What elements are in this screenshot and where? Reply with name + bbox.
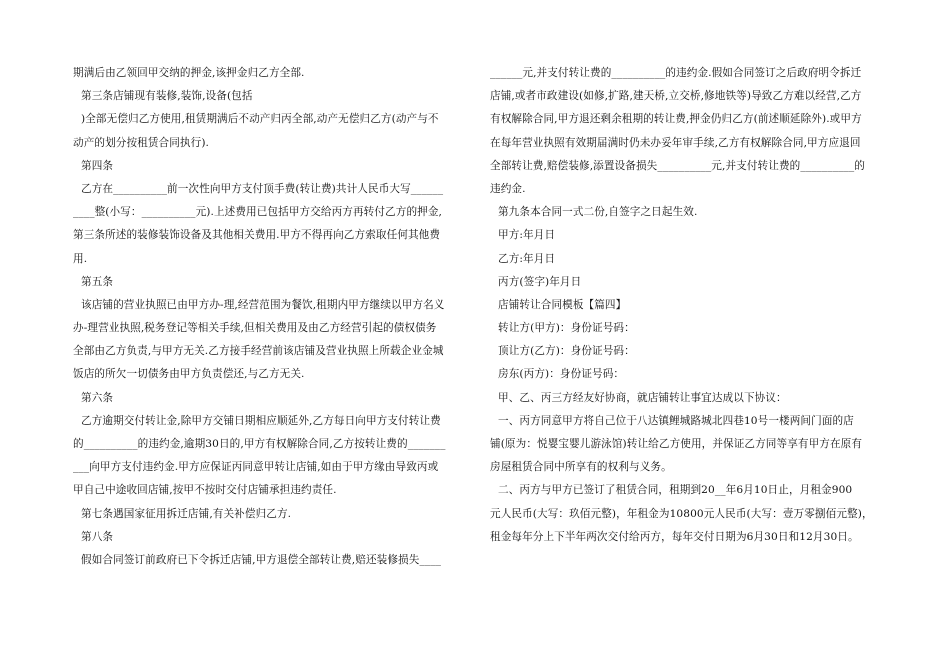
right-column-line: 违约金. <box>490 182 526 195</box>
right-column-line: 房屋租赁合同中所享有的权利与义务。 <box>490 461 672 474</box>
left-column-line: 第三条所述的装修装饰设备及其他相关费用.甲方不得再向乙方索取任何其他费 <box>73 229 441 242</box>
right-column-line: 铺(原为：悦婴宝婴儿游泳馆)转让给乙方使用，并保证乙方同等享有甲方在原有 <box>490 438 863 450</box>
left-column-line: 饭店的所欠一切债务由甲方负责偿还,与乙方无关. <box>73 368 305 381</box>
left-column-line: 假如合同签订前政府已下令拆迁店铺,甲方退偿全部转让费,赔还装修损失____ <box>81 553 442 566</box>
right-text-column <box>490 62 881 549</box>
left-column-line: 的__________的违约金,逾期30日的,甲方有权解除合同,乙方按转让费的_______ <box>73 438 446 450</box>
left-text-column <box>73 62 463 572</box>
left-column-line: 期满后由乙领回甲交纳的押金,该押金归乙方全部. <box>73 67 305 79</box>
left-column-line: 动产的划分按租赁合同执行). <box>73 136 210 149</box>
right-column-line: 元人民币(大写：玖佰元整)，年租金为10800元人民币(大写：壹万零捌佰元整)， <box>490 507 873 520</box>
right-column-line: 丙方(签字)年月日 <box>498 275 582 288</box>
right-column-line: 店铺,或者市政建设(如修,扩路,建天桥,立交桥,修地铁等)导致乙方难以经营,乙方 <box>490 90 862 103</box>
right-column-line: 房东(丙方)：身份证号码： <box>498 368 625 381</box>
right-column-line: 租金每年分上下半年两次交付给丙方，每年交付日期为6月30日和12月30日。 <box>490 530 859 543</box>
left-column-line: 乙方在__________前一次性向甲方支付顶手费(转让费)共计人民币大写______ <box>81 182 444 195</box>
right-column-line: 全部转让费,赔偿装修,添置设备损失__________元,并支付转让费的__________的 <box>490 159 865 172</box>
right-column-line: ______元,并支付转让费的__________的违约金.假如合同签订之后政府明令拆迁 <box>490 67 862 79</box>
left-column-line: 甲自己中途收回店铺,按甲不按时交付店铺承担违约责任. <box>73 484 337 497</box>
right-column-line: 顶让方(乙方)：身份证号码： <box>498 345 635 358</box>
right-column-line: 第九条本合同一式二份,自签字之日起生效. <box>498 206 698 219</box>
right-column-line: 甲方:年月日 <box>498 229 556 242</box>
left-column-line: 第五条 <box>81 275 114 288</box>
right-column-line: 乙方:年月日 <box>498 252 556 265</box>
left-column-line: 第四条 <box>81 159 114 172</box>
left-column-line: )全部无偿归乙方使用,租赁期满后不动产归丙全部,动产无偿归乙方(动产与不 <box>81 113 439 126</box>
right-column-line: 甲、乙、丙三方经友好协商，就店铺转让事宜达成以下协议： <box>498 391 787 404</box>
left-column-line: 第六条 <box>81 391 114 404</box>
left-column-line: 第七条遇国家征用拆迁店铺,有关补偿归乙方. <box>81 507 292 520</box>
left-column-line: 第八条 <box>81 530 114 543</box>
right-column-line: 店铺转让合同模板【篇四】 <box>498 298 627 311</box>
left-column-line: 该店铺的营业执照已由甲方办-理,经营范围为餐饮,租期内甲方继续以甲方名义 <box>81 298 445 311</box>
right-column-line: 二、丙方与甲方已签订了租赁合同，租期到20__年6月10日止，月租金900 <box>498 484 853 497</box>
left-column-line: ___向甲方支付违约金.甲方应保证丙同意甲转让店铺,如由于甲方缘由导致丙或 <box>73 461 439 474</box>
left-column-line: ____整(小写：__________元).上述费用已包括甲方交给丙方再转付乙方的押金, <box>73 206 442 219</box>
right-column-line: 一、丙方同意甲方将自己位于八达镇鲤城路城北四巷10号一楼两间门面的店 <box>498 414 854 427</box>
left-column-line: 第三条店铺现有装修,装饰,设备(包括 <box>81 90 253 103</box>
right-column-line: 有权解除合同,甲方退还剩余租期的转让费,押金仍归乙方(前述顺延除外).或甲方 <box>490 113 862 126</box>
left-column-line: 乙方逾期交付转让金,除甲方交铺日期相应顺延外,乙方每日向甲方支付转让费 <box>81 414 441 427</box>
right-column-line: 在每年营业执照有效期届满时仍未办妥年审手续,乙方有权解除合同,甲方应退回 <box>490 136 861 149</box>
left-column-line: 全部由乙方负责,与甲方无关.乙方接手经营前该店铺及营业执照上所载企业金城 <box>73 345 444 358</box>
left-column-line: 办-理营业执照,税务登记等相关手续,但相关费用及由乙方经营引起的债权债务 <box>73 322 437 335</box>
left-column-line: 用. <box>73 252 88 265</box>
right-column-line: 转让方(甲方)：身份证号码： <box>498 322 635 335</box>
